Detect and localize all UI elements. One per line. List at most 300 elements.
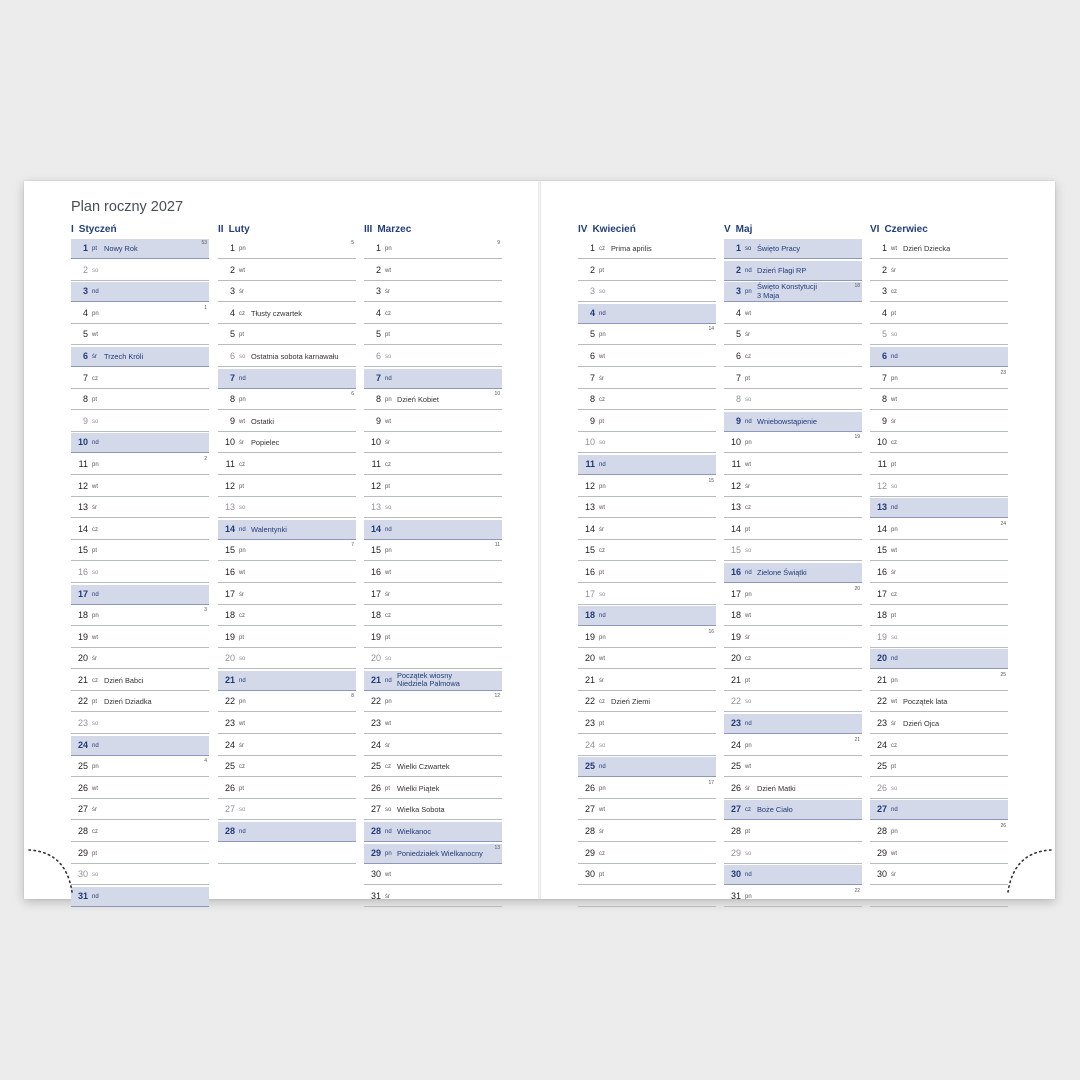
day-row: [724, 433, 862, 453]
day-number: 6: [375, 350, 381, 361]
day-number: 2: [735, 264, 741, 275]
day-row: [870, 865, 1008, 885]
weekday-abbr: cz: [385, 461, 391, 468]
weekday-abbr: nd: [385, 375, 392, 382]
day-row: [364, 822, 502, 842]
day-row: [218, 369, 356, 389]
day-row: [724, 455, 862, 475]
day-number: 21: [730, 674, 741, 685]
day-number: 13: [876, 502, 887, 513]
day-row: [578, 887, 716, 907]
weekday-abbr: pt: [92, 548, 98, 555]
week-number: 4: [204, 758, 207, 765]
day-number: 18: [584, 610, 595, 621]
weekday-abbr: nd: [745, 569, 752, 576]
weekday-abbr: pt: [891, 310, 897, 317]
day-row: [870, 887, 1008, 907]
day-number: 23: [876, 718, 887, 729]
weekday-abbr: pt: [92, 850, 98, 857]
day-row: [578, 563, 716, 583]
weekday-abbr: śr: [891, 721, 896, 728]
week-number: 11: [494, 542, 500, 549]
day-row: [71, 779, 209, 799]
day-number: 20: [584, 653, 595, 664]
day-number: 14: [370, 523, 381, 534]
weekday-abbr: so: [385, 353, 392, 360]
weekday-abbr: cz: [745, 353, 751, 360]
weekday-abbr: so: [745, 246, 752, 252]
month-header: [870, 223, 1008, 239]
weekday-abbr: so: [891, 634, 898, 641]
holiday-label: Zielone Świątki: [757, 567, 807, 577]
weekday-abbr: śr: [92, 353, 97, 360]
day-number: 20: [77, 653, 88, 664]
weekday-abbr: cz: [92, 677, 98, 684]
day-row: [724, 563, 862, 583]
day-number: 1: [881, 243, 887, 253]
day-row: [578, 412, 716, 432]
day-number: 4: [881, 307, 887, 318]
day-number: 25: [224, 761, 235, 772]
day-row: [724, 477, 862, 497]
weekday-abbr: wt: [891, 699, 897, 706]
day-row: [870, 628, 1008, 648]
day-row: [71, 239, 209, 259]
day-number: 3: [881, 286, 887, 297]
day-number: 22: [584, 696, 595, 707]
weekday-abbr: śr: [385, 591, 390, 598]
day-number: 17: [77, 588, 88, 599]
weekday-abbr: nd: [891, 505, 898, 512]
day-number: 10: [876, 437, 887, 448]
day-number: 15: [370, 545, 381, 556]
weekday-abbr: so: [385, 807, 392, 814]
holiday-label: Dzień Kobiet: [397, 395, 439, 405]
weekday-abbr: pt: [385, 332, 391, 339]
weekday-abbr: nd: [385, 829, 392, 836]
month-column: [218, 223, 356, 865]
weekday-abbr: pt: [745, 375, 751, 382]
day-row: [218, 304, 356, 324]
holiday-label: Tłusty czwartek: [251, 308, 302, 318]
weekday-abbr: wt: [745, 461, 751, 468]
day-row: [364, 390, 502, 410]
day-row: [724, 347, 862, 367]
day-number: 24: [77, 739, 88, 750]
day-row: [218, 477, 356, 497]
day-row: [578, 325, 716, 345]
day-list: [71, 239, 209, 907]
weekday-abbr: wt: [92, 332, 98, 339]
weekday-abbr: pt: [891, 613, 897, 620]
day-number: 13: [224, 502, 235, 513]
day-row: [364, 304, 502, 324]
day-number: 30: [730, 869, 741, 880]
day-number: 26: [876, 782, 887, 793]
day-number: 20: [730, 653, 741, 664]
day-number: 16: [370, 566, 381, 577]
day-row: [870, 714, 1008, 734]
holiday-label: Dzień Flagi RP: [757, 265, 807, 275]
day-row: [71, 541, 209, 561]
weekday-abbr: śr: [239, 440, 244, 447]
day-row: [724, 822, 862, 842]
day-row: [578, 800, 716, 820]
day-number: 31: [77, 890, 88, 901]
weekday-abbr: śr: [92, 807, 97, 814]
day-row: [364, 671, 502, 691]
day-number: 15: [876, 545, 887, 556]
day-row: [578, 628, 716, 648]
weekday-abbr: pt: [745, 829, 751, 836]
day-row: [870, 779, 1008, 799]
day-number: 26: [370, 782, 381, 793]
day-row: [71, 433, 209, 453]
day-row: [870, 649, 1008, 669]
day-number: 7: [589, 372, 595, 383]
weekday-abbr: cz: [599, 397, 605, 404]
weekday-abbr: pn: [745, 440, 752, 447]
holiday-label: Dzień Ziemi: [611, 697, 651, 707]
weekday-abbr: wt: [385, 872, 391, 879]
day-row: [364, 477, 502, 497]
day-row: [364, 455, 502, 475]
day-number: 2: [375, 264, 381, 275]
weekday-abbr: pn: [745, 893, 752, 900]
day-row: [724, 261, 862, 281]
holiday-line: 3 Maja: [757, 290, 780, 300]
month-roman-numeral: III: [364, 224, 373, 235]
week-number: 24: [1000, 520, 1006, 527]
day-row: [578, 477, 716, 497]
day-row: [218, 800, 356, 820]
day-row: [870, 433, 1008, 453]
day-row: [218, 844, 356, 864]
page-corner-dots-right: [1002, 846, 1054, 896]
day-row: [724, 779, 862, 799]
day-number: 23: [77, 718, 88, 729]
weekday-abbr: pn: [891, 375, 898, 382]
weekday-abbr: śr: [745, 332, 750, 339]
weekday-abbr: wt: [891, 246, 897, 252]
weekday-abbr: pn: [599, 785, 606, 792]
day-number: 18: [224, 610, 235, 621]
weekday-abbr: śr: [385, 440, 390, 447]
weekday-abbr: nd: [891, 656, 898, 663]
weekday-abbr: cz: [385, 764, 391, 771]
day-number: 29: [730, 847, 741, 858]
day-row: [71, 865, 209, 885]
weekday-abbr: śr: [599, 526, 604, 533]
week-number: 17: [708, 779, 714, 786]
weekday-abbr: pt: [239, 483, 245, 490]
weekday-abbr: pt: [599, 569, 605, 576]
day-number: 12: [370, 480, 381, 491]
holiday-label: Walentynki: [251, 524, 287, 534]
day-row: [218, 822, 356, 842]
weekday-abbr: pn: [891, 677, 898, 684]
day-row: [578, 649, 716, 669]
day-row: [578, 844, 716, 864]
day-row: [364, 606, 502, 626]
day-row: [218, 779, 356, 799]
weekday-abbr: śr: [891, 569, 896, 576]
weekday-abbr: nd: [745, 267, 752, 274]
day-number: 7: [881, 372, 887, 383]
day-row: [724, 585, 862, 605]
weekday-abbr: so: [599, 742, 606, 749]
day-row: [218, 239, 356, 259]
day-number: 17: [370, 588, 381, 599]
day-row: [578, 347, 716, 367]
weekday-abbr: so: [239, 505, 246, 512]
day-number: 24: [370, 739, 381, 750]
holiday-label: Dzień Dziecka: [903, 244, 951, 253]
weekday-abbr: wt: [385, 569, 391, 576]
weekday-abbr: pn: [745, 591, 752, 598]
day-row: [71, 498, 209, 518]
day-number: 18: [876, 610, 887, 621]
day-row: [578, 261, 716, 281]
day-row: [218, 563, 356, 583]
day-row: [724, 412, 862, 432]
weekday-abbr: pn: [92, 613, 99, 620]
day-number: 14: [584, 523, 595, 534]
day-number: 28: [876, 826, 887, 837]
day-row: [218, 520, 356, 540]
day-row: [870, 671, 1008, 691]
day-row: [578, 369, 716, 389]
day-number: 8: [589, 394, 595, 405]
holiday-line: Święto Konstytucji: [757, 282, 817, 292]
weekday-abbr: cz: [599, 850, 605, 857]
day-number: 5: [881, 329, 887, 340]
weekday-abbr: śr: [891, 418, 896, 425]
day-list: [870, 239, 1008, 907]
weekday-abbr: pn: [891, 829, 898, 836]
month-name: Kwiecień: [592, 224, 636, 235]
day-number: 9: [589, 415, 595, 426]
day-number: 9: [229, 415, 235, 426]
week-number: 13: [494, 844, 500, 851]
weekday-abbr: cz: [745, 656, 751, 663]
day-number: 11: [585, 458, 595, 469]
weekday-abbr: so: [599, 289, 606, 296]
day-number: 28: [730, 826, 741, 837]
day-number: 25: [584, 761, 595, 772]
day-row: [364, 325, 502, 345]
day-number: 23: [370, 718, 381, 729]
day-number: 30: [370, 869, 381, 880]
day-number: 10: [77, 437, 88, 448]
day-number: 4: [589, 307, 595, 318]
day-number: 11: [371, 458, 381, 469]
day-number: 29: [370, 847, 381, 858]
day-row: [870, 757, 1008, 777]
holiday-label: Święto Pracy: [757, 244, 801, 253]
day-number: 21: [876, 674, 887, 685]
weekday-abbr: pn: [385, 850, 392, 857]
weekday-abbr: pn: [239, 699, 246, 706]
weekday-abbr: nd: [385, 526, 392, 533]
day-row: [724, 800, 862, 820]
weekday-abbr: cz: [92, 375, 98, 382]
day-number: 14: [224, 523, 235, 534]
day-row: [218, 714, 356, 734]
weekday-abbr: pn: [385, 548, 392, 555]
weekday-abbr: wt: [745, 764, 751, 771]
day-number: 6: [589, 350, 595, 361]
day-number: 11: [877, 458, 887, 469]
week-number: 20: [854, 585, 860, 592]
day-number: 9: [735, 415, 741, 426]
day-number: 24: [876, 739, 887, 750]
weekday-abbr: wt: [599, 656, 605, 663]
weekday-abbr: śr: [745, 634, 750, 641]
day-number: 19: [77, 631, 88, 642]
holiday-label: [397, 672, 460, 689]
weekday-abbr: śr: [385, 893, 390, 900]
day-number: 8: [375, 394, 381, 405]
day-number: 12: [224, 480, 235, 491]
day-number: 4: [229, 307, 235, 318]
day-row: [218, 433, 356, 453]
weekday-abbr: pn: [92, 461, 99, 468]
month-column: [870, 223, 1008, 908]
month-roman-numeral: VI: [870, 224, 880, 235]
day-row: [364, 261, 502, 281]
day-number: 22: [224, 696, 235, 707]
month-header: [724, 223, 862, 239]
weekday-abbr: cz: [891, 289, 897, 296]
day-row: [724, 498, 862, 518]
day-row: [218, 757, 356, 777]
weekday-abbr: nd: [599, 461, 606, 468]
weekday-abbr: wt: [891, 548, 897, 555]
weekday-abbr: śr: [745, 785, 750, 792]
day-number: 28: [370, 826, 381, 837]
weekday-abbr: so: [239, 656, 246, 663]
day-row: [578, 304, 716, 324]
day-number: 1: [229, 243, 235, 253]
day-row: [218, 692, 356, 712]
day-number: 2: [881, 264, 887, 275]
day-row: [71, 477, 209, 497]
day-number: 17: [876, 588, 887, 599]
weekday-abbr: cz: [385, 613, 391, 620]
day-row: [364, 585, 502, 605]
day-row: [870, 412, 1008, 432]
day-row: [578, 736, 716, 756]
day-row: [724, 304, 862, 324]
weekday-abbr: śr: [599, 375, 604, 382]
day-number: 20: [224, 653, 235, 664]
weekday-abbr: nd: [92, 440, 99, 447]
weekday-abbr: cz: [745, 807, 751, 814]
day-number: 16: [77, 566, 88, 577]
day-row: [364, 844, 502, 864]
day-row: [870, 347, 1008, 367]
weekday-abbr: pt: [745, 677, 751, 684]
day-row: [364, 520, 502, 540]
day-number: 1: [375, 243, 381, 253]
week-number: 6: [351, 391, 354, 398]
day-row: [870, 585, 1008, 605]
day-row: [364, 757, 502, 777]
holiday-label: Boże Ciało: [757, 805, 793, 815]
month-name: Styczeń: [78, 224, 117, 235]
day-row: [71, 304, 209, 324]
day-row: [218, 671, 356, 691]
holiday-label: Wielki Czwartek: [397, 762, 450, 772]
day-row: [218, 585, 356, 605]
month-header: [578, 223, 716, 239]
day-number: 5: [229, 329, 235, 340]
holiday-line: Niedziela Palmowa: [397, 679, 460, 689]
book-gutter: [538, 181, 541, 899]
week-number: 26: [1000, 823, 1006, 830]
weekday-abbr: pn: [92, 764, 99, 771]
day-number: 10: [584, 437, 595, 448]
weekday-abbr: cz: [891, 440, 897, 447]
day-row: [71, 887, 209, 907]
weekday-abbr: wt: [239, 267, 245, 274]
day-number: 3: [82, 286, 88, 297]
weekday-abbr: śr: [599, 829, 604, 836]
day-number: 10: [370, 437, 381, 448]
day-row: [218, 347, 356, 367]
day-number: 13: [730, 502, 741, 513]
day-row: [364, 736, 502, 756]
weekday-abbr: pn: [385, 246, 392, 252]
day-row: [71, 455, 209, 475]
day-row: [578, 714, 716, 734]
day-number: 1: [589, 243, 595, 253]
weekday-abbr: pt: [385, 634, 391, 641]
day-number: 10: [224, 437, 235, 448]
day-number: 21: [77, 674, 88, 685]
weekday-abbr: pn: [599, 332, 606, 339]
weekday-abbr: nd: [745, 418, 752, 425]
day-row: [724, 865, 862, 885]
weekday-abbr: pn: [745, 289, 752, 296]
week-number: 15: [708, 477, 714, 484]
day-row: [870, 606, 1008, 626]
day-row: [364, 887, 502, 907]
day-number: 27: [876, 804, 887, 815]
day-number: 7: [82, 372, 88, 383]
day-number: 19: [730, 631, 741, 642]
weekday-abbr: cz: [239, 310, 245, 317]
day-row: [870, 498, 1008, 518]
day-number: 15: [730, 545, 741, 556]
day-number: 22: [77, 696, 88, 707]
weekday-abbr: so: [745, 397, 752, 404]
weekday-abbr: pt: [239, 785, 245, 792]
day-number: 22: [876, 696, 887, 707]
weekday-abbr: wt: [92, 785, 98, 792]
holiday-label: Wielki Piątek: [397, 783, 440, 793]
weekday-abbr: cz: [745, 505, 751, 512]
weekday-abbr: so: [745, 850, 752, 857]
day-number: 27: [584, 804, 595, 815]
day-number: 13: [370, 502, 381, 513]
day-number: 2: [589, 264, 595, 275]
week-number: 22: [854, 887, 860, 894]
weekday-abbr: so: [92, 267, 99, 274]
weekday-abbr: wt: [92, 634, 98, 641]
day-number: 5: [735, 329, 741, 340]
